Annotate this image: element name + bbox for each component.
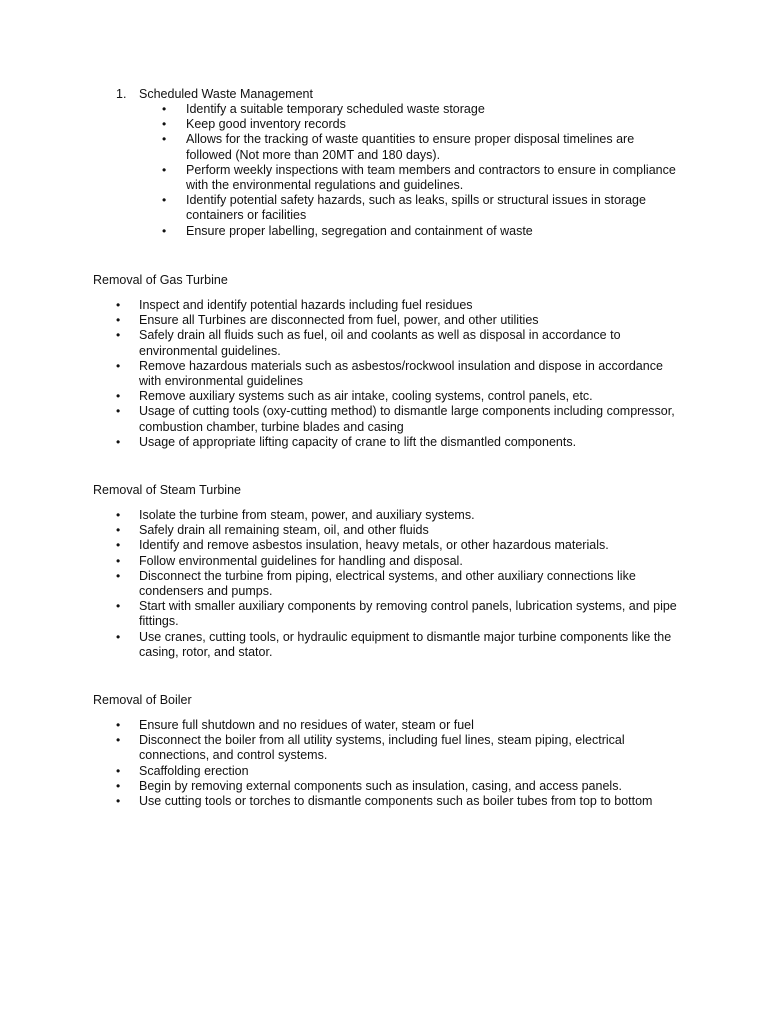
- list-item: [116, 117, 676, 132]
- bullet-icon: •: [116, 434, 121, 449]
- bullet-icon: •: [116, 389, 121, 404]
- list-item: [116, 508, 681, 523]
- bullet-icon: •: [116, 794, 121, 809]
- bullet-icon: •: [162, 162, 167, 177]
- bullet-icon: •: [116, 328, 121, 343]
- numbered-item: [116, 87, 696, 102]
- list-item: [116, 599, 681, 629]
- numbered-list: [116, 87, 696, 238]
- list-item-text: Inspect and identify potential hazards including fuel residues: [139, 298, 473, 312]
- bullet-icon: •: [162, 132, 167, 147]
- bullet-icon: •: [116, 599, 121, 614]
- list-item-text: Identify and remove asbestos insulation, heavy metals, or other hazardous materials.: [139, 538, 609, 553]
- list-item-text: Isolate the turbine from steam, power, and auxiliary systems.: [139, 508, 475, 522]
- list-item-text: Begin by removing external components such as insulation, casing, and access panels.: [139, 778, 622, 793]
- list-item-text: Identify a suitable temporary scheduled waste storage: [186, 102, 485, 116]
- bullet-icon: •: [162, 102, 167, 116]
- list-item: [116, 538, 681, 553]
- list-item-text: Safely drain all remaining steam, oil, and other fluids: [139, 523, 429, 538]
- gas-turbine-heading: Removal of Gas Turbine: [93, 273, 228, 287]
- list-item-text: Remove auxiliary systems such as air intake, cooling systems, control panels, etc.: [139, 389, 593, 404]
- list-number: 1.: [116, 87, 127, 101]
- list-item: [116, 554, 681, 569]
- list-item: [116, 328, 681, 358]
- list-item: [116, 359, 681, 389]
- gas-turbine-list: [116, 298, 681, 450]
- bullet-icon: •: [116, 523, 121, 538]
- list-item: [116, 298, 681, 313]
- list-item: [116, 630, 681, 660]
- list-item: [116, 569, 681, 599]
- list-item-text: Ensure full shutdown and no residues of water, steam or fuel: [139, 718, 474, 732]
- list-item-text: Usage of appropriate lifting capacity of crane to lift the dismantled components.: [139, 434, 577, 449]
- bullet-icon: •: [116, 629, 121, 644]
- list-item: [116, 102, 676, 117]
- bullet-icon: •: [116, 358, 121, 373]
- steam-turbine-list: [116, 508, 681, 660]
- bullet-icon: •: [116, 404, 121, 419]
- list-item: [116, 389, 681, 404]
- list-item-text: Disconnect the turbine from piping, electrical systems, and other auxiliary connections like condensers and pumps.: [139, 568, 636, 599]
- bullet-icon: •: [116, 538, 121, 553]
- bullet-icon: •: [116, 763, 121, 778]
- list-item: [116, 523, 681, 538]
- list-item: [116, 313, 681, 328]
- bullet-icon: •: [116, 718, 121, 732]
- list-item-text: Remove hazardous materials such as asbestos/rockwool insulation and dispose in accordance with environmental guidelines: [139, 358, 663, 389]
- list-item-text: Keep good inventory records: [186, 117, 346, 132]
- list-item: [116, 794, 706, 809]
- bullet-icon: •: [116, 298, 121, 312]
- list-item: [116, 718, 706, 733]
- list-item: [116, 435, 681, 450]
- list-item-text: Scaffolding erection: [139, 763, 249, 778]
- list-item-text: Use cranes, cutting tools, or hydraulic equipment to dismantle major turbine components like the casing, rotor, and stator.: [139, 629, 672, 659]
- boiler-heading: Removal of Boiler: [93, 693, 192, 707]
- bullet-icon: •: [116, 508, 121, 522]
- bullet-icon: •: [162, 223, 167, 238]
- list-item: [116, 132, 676, 162]
- bullet-icon: •: [116, 733, 121, 748]
- list-item-text: Use cutting tools or torches to dismantle components such as boiler tubes from top to bottom: [139, 794, 653, 809]
- bullet-icon: •: [116, 778, 121, 793]
- list-item: [116, 163, 676, 193]
- waste-bullet-list: [116, 102, 676, 239]
- list-item-text: Safely drain all fluids such as fuel, oil and coolants as well as disposal in accordance to environmental guidelines.: [139, 328, 621, 358]
- bullet-icon: •: [116, 553, 121, 568]
- list-item: [116, 733, 659, 763]
- list-item-text: Usage of cutting tools (oxy-cutting method) to dismantle large components including compressor, combustion chamber, turbine blades and casing: [139, 404, 675, 434]
- list-item: [116, 764, 706, 779]
- list-item-text: Ensure proper labelling, segregation and containment of waste: [186, 223, 533, 238]
- numbered-item-title: Scheduled Waste Management: [139, 87, 313, 101]
- steam-turbine-heading: Removal of Steam Turbine: [93, 483, 241, 497]
- list-item: [116, 224, 676, 239]
- list-item-text: Follow environmental guidelines for handling and disposal.: [139, 553, 463, 568]
- list-item-text: Identify potential safety hazards, such as leaks, spills or structural issues in storage containers or facilities: [186, 193, 646, 223]
- list-item-text: Ensure all Turbines are disconnected from fuel, power, and other utilities: [139, 313, 539, 328]
- list-item-text: Start with smaller auxiliary components by removing control panels, lubrication systems, and pipe fittings.: [139, 599, 677, 629]
- list-item-text: Disconnect the boiler from all utility systems, including fuel lines, steam piping, electrical connections, and control systems.: [139, 733, 625, 763]
- list-item: [116, 779, 706, 794]
- bullet-icon: •: [162, 117, 167, 132]
- boiler-list: [116, 718, 706, 809]
- list-item: [116, 404, 681, 434]
- list-item: [116, 193, 676, 223]
- bullet-icon: •: [116, 313, 121, 328]
- bullet-icon: •: [116, 568, 121, 583]
- list-item-text: Allows for the tracking of waste quantities to ensure proper disposal timelines are followed (Not more than 20MT and 180 days).: [186, 132, 635, 162]
- list-item-text: Perform weekly inspections with team members and contractors to ensure in compliance with the environmental regulations and guidelines.: [186, 162, 676, 193]
- bullet-icon: •: [162, 193, 167, 208]
